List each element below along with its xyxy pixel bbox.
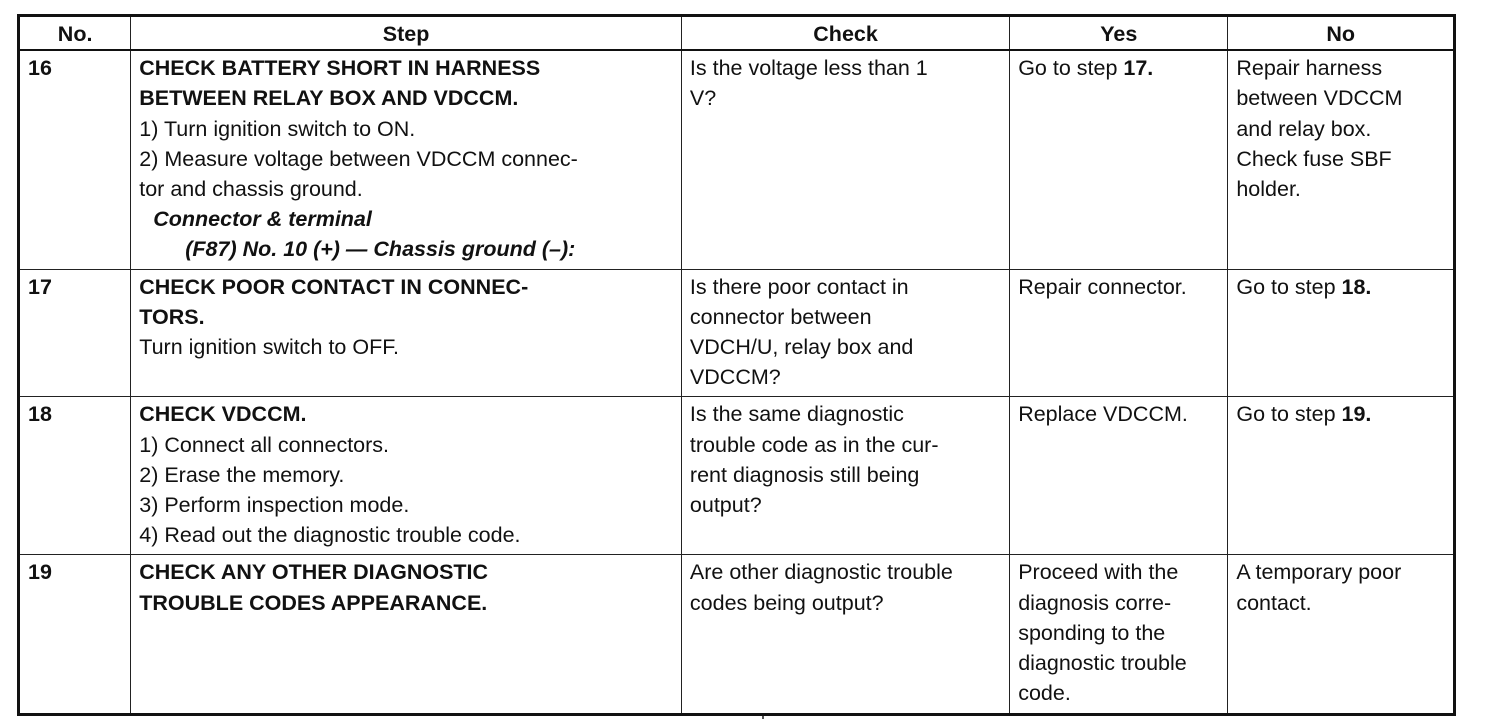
step-line: 3) Perform inspection mode. (139, 493, 410, 518)
check-cell (681, 50, 1009, 269)
step-title-line: TORS. (139, 304, 205, 329)
check-line: Is the voltage less than 1 (689, 56, 928, 81)
header-yes: Yes (1010, 16, 1228, 51)
step-number: 18 (19, 397, 131, 555)
scan-mark (762, 716, 764, 719)
yes-cell (1010, 269, 1228, 397)
check-line: rent diagnosis still being (689, 462, 920, 487)
step-title-line: CHECK VDCCM. (139, 402, 307, 427)
step-line: tor and chassis ground. (139, 177, 363, 202)
yes-cell (1010, 555, 1228, 715)
header-no: No. (19, 16, 131, 51)
step-line: 4) Read out the diagnostic trouble code. (139, 523, 521, 548)
step-line: 1) Connect all connectors. (139, 432, 390, 457)
table-row (19, 397, 1455, 555)
no-text: Go to step (1236, 402, 1342, 427)
no-line: holder. (1236, 177, 1301, 202)
step-title-line: CHECK POOR CONTACT IN CONNEC- (139, 274, 529, 299)
no-text: Go to step (1236, 274, 1342, 299)
no-step-ref: 18. (1341, 274, 1372, 299)
no-line: between VDCCM (1236, 86, 1403, 111)
check-line: VDCH/U, relay box and (689, 335, 914, 360)
header-step: Step (131, 16, 682, 51)
no-cell (1228, 555, 1455, 715)
step-title-line: BETWEEN RELAY BOX AND VDCCM. (139, 86, 519, 111)
step-title-line: CHECK ANY OTHER DIAGNOSTIC (139, 560, 489, 585)
no-line: Check fuse SBF (1236, 146, 1392, 171)
check-line: Is there poor contact in (689, 274, 909, 299)
check-cell (681, 269, 1009, 397)
check-line: Is the same diagnostic (689, 402, 904, 427)
yes-line: code. (1018, 681, 1071, 706)
yes-line: diagnosis corre- (1018, 590, 1172, 615)
table-row (19, 555, 1455, 715)
check-cell (681, 397, 1009, 555)
no-line: A temporary poor (1236, 560, 1402, 585)
step-line: 1) Turn ignition switch to ON. (139, 116, 416, 141)
no-line: and relay box. (1236, 116, 1372, 141)
check-line: codes being output? (689, 590, 884, 615)
step-cell (131, 269, 682, 397)
yes-line: sponding to the (1018, 620, 1166, 645)
yes-cell (1010, 397, 1228, 555)
step-line: Turn ignition switch to OFF. (139, 335, 399, 360)
check-line: VDCCM? (689, 365, 781, 390)
check-line: connector between (689, 304, 872, 329)
check-cell (681, 555, 1009, 715)
header-no-result: No (1228, 16, 1455, 51)
yes-step-ref: 17. (1123, 56, 1154, 81)
header-check: Check (681, 16, 1009, 51)
yes-line: Proceed with the (1018, 560, 1179, 585)
step-number: 16 (19, 50, 131, 269)
yes-cell (1010, 50, 1228, 269)
yes-line: diagnostic trouble (1018, 651, 1187, 676)
step-number: 19 (19, 555, 131, 715)
step-number: 17 (19, 269, 131, 397)
yes-text: Go to step (1018, 56, 1124, 81)
no-line: Repair harness (1236, 56, 1383, 81)
no-cell (1228, 397, 1455, 555)
table-row (19, 269, 1455, 397)
connector-detail: (F87) No. 10 (+) — Chassis ground (–): (185, 237, 576, 262)
yes-line: Replace VDCCM. (1018, 402, 1188, 427)
step-line: 2) Erase the memory. (139, 462, 345, 487)
no-line: contact. (1236, 590, 1312, 615)
check-line: Are other diagnostic trouble (689, 560, 953, 585)
step-cell (131, 397, 682, 555)
no-cell (1228, 269, 1455, 397)
table-row (19, 50, 1455, 269)
step-title-line: TROUBLE CODES APPEARANCE. (139, 590, 488, 615)
check-line: output? (689, 493, 762, 518)
no-cell (1228, 50, 1455, 269)
check-line: V? (689, 86, 717, 111)
step-cell (131, 50, 682, 269)
check-line: trouble code as in the cur- (689, 432, 939, 457)
step-line: 2) Measure voltage between VDCCM connec- (139, 146, 578, 171)
connector-label: Connector & terminal (153, 207, 372, 232)
no-step-ref: 19. (1341, 402, 1372, 427)
header-row (19, 16, 1455, 51)
step-cell (131, 555, 682, 715)
yes-line: Repair connector. (1018, 274, 1187, 299)
diagnostic-table (17, 14, 1456, 716)
step-title-line: CHECK BATTERY SHORT IN HARNESS (139, 56, 541, 81)
